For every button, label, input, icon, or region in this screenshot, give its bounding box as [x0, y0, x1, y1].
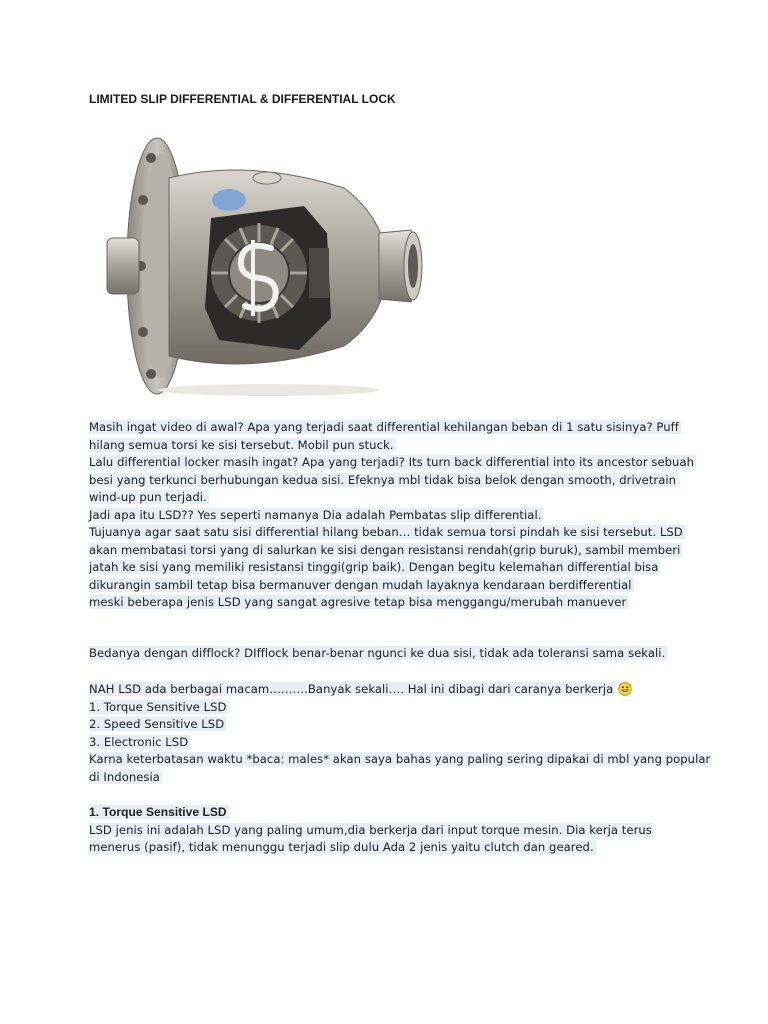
text-line: wind-up pun terjadi.	[89, 490, 207, 504]
text-line: Bedanya dengan difflock? DIfflock benar-benar ngunci ke dua sisi, tidak ada toleransi sama sekali.	[89, 646, 666, 660]
text-line: Karna keterbatasan waktu *baca: males* akan saya bahas yang paling sering dipakai di mbl yang popular	[89, 752, 711, 766]
text-line: menerus (pasif), tidak menunggu terjadi slip dulu Ada 2 jenis yaitu clutch dan geared.	[89, 840, 594, 854]
text-line: Tujuanya agar saat satu sisi differential hilang beban… tidak semua torsi pindah ke sisi tersebut. LSD	[89, 525, 683, 539]
text-line: besi yang terkunci berhubungan kedua sisi. Efeknya mbl tidak bisa belok dengan smooth, drivetrain	[89, 472, 677, 487]
document-title: LIMITED SLIP DIFFERENTIAL & DIFFERENTIAL LOCK	[89, 92, 396, 106]
text-line: jatah ke sisi yang memiliki resistansi tinggi(grip baik). Dengan begitu kelemahan differential bisa	[89, 560, 659, 574]
text-line: hilang semua torsi ke sisi tersebut. Mobil pun stuck.	[89, 437, 394, 452]
text-line: Masih ingat video di awal? Apa yang terjadi saat differential kehilangan beban di 1 satu sisinya? Puff	[89, 420, 679, 434]
paragraph-difflock	[89, 645, 689, 663]
paragraph-intro	[89, 419, 695, 612]
section-torque-sensitive	[89, 804, 689, 857]
text-line: dikurangin sambil tetap bisa bermanuver dengan mudah layaknya kendaraan berdifferential	[89, 577, 632, 592]
section-heading: 1. Torque Sensitive LSD	[89, 805, 227, 819]
text-line: LSD jenis ini adalah LSD yang paling umum,dia berkerja dari input torque mesin. Dia kerja terus	[89, 822, 652, 837]
text-line: meski beberapa jenis LSD yang sangat agresive tetap bisa menggangu/merubah manuever	[89, 595, 627, 609]
list-item: 1. Torque Sensitive LSD	[89, 699, 227, 714]
text-line: Jadi apa itu LSD?? Yes seperti namanya Dia adalah Pembatas slip differential.	[89, 507, 542, 522]
text-line: Lalu differential locker masih ingat? Apa yang terjadi? Its turn back differential into its ancestor sebuah	[89, 455, 695, 469]
list-item: 2. Speed Sensitive LSD	[89, 717, 225, 731]
text-line: akan membatasi torsi yang di salurkan ke sisi dengan resistansi rendah(grip buruk), sambil memberi	[89, 542, 681, 557]
differential-cutaway-image	[99, 128, 429, 403]
paragraph-lsd-types	[89, 681, 711, 786]
list-item: 3. Electronic LSD	[89, 734, 189, 749]
text-line: NAH LSD ada berbagai macam……….Banyak sekali…. Hal ini dibagi dari caranya berkerja	[89, 681, 689, 699]
text-line: di Indonesia	[89, 769, 160, 784]
smiley-face-icon	[618, 682, 632, 696]
